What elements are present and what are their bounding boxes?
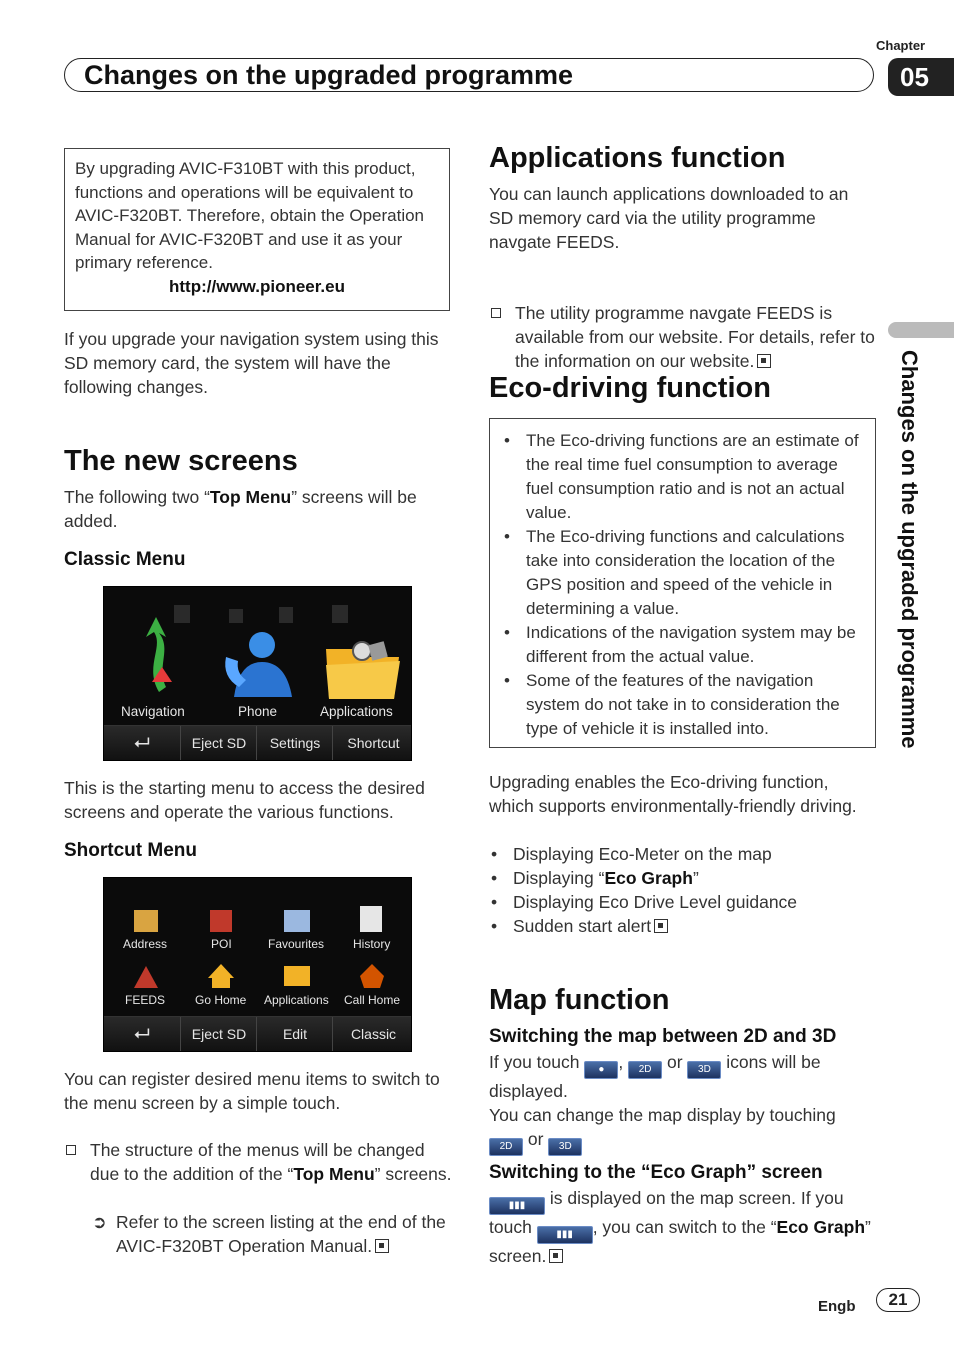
checkbox-bullet-icon [491, 308, 501, 318]
eco-feature-item: • Displaying “Eco Graph” [489, 866, 874, 890]
chapter-number: 05 [888, 58, 954, 96]
address-label[interactable]: Address [123, 937, 168, 951]
icon-3d-toggle[interactable]: 3D [548, 1138, 582, 1156]
eco-disclaimer-item: • Some of the features of the navigation system do not take in to consideration the type of vehicle it is installed into. [502, 669, 865, 741]
pioneer-url-link[interactable]: http://www.pioneer.eu [169, 276, 345, 296]
new-screens-paragraph: The following two “Top Menu” screens will be added. [64, 487, 417, 531]
classic-menu-heading: Classic Menu [64, 549, 186, 570]
applications-label[interactable]: Applications [320, 704, 393, 719]
shortcut-bottom-bar [104, 1016, 411, 1051]
end-mark-icon [654, 919, 668, 933]
settings-button[interactable]: Settings [256, 726, 333, 760]
page-number: 21 [876, 1288, 920, 1312]
side-title: Changes on the upgraded programme [897, 350, 922, 749]
eco-feature-item: • Displaying Eco Drive Level guidance [489, 890, 874, 914]
shortcut-button[interactable]: Shortcut [332, 726, 412, 760]
refer-note: ➲ Refer to the screen listing at the end of the AVIC-F320BT Operation Manual. [92, 1212, 446, 1256]
history-label[interactable]: History [353, 937, 391, 951]
eco-graph-paragraph: ▮▮▮ is displayed on the map screen. If you touch ▮▮▮ , you can switch to the “Eco Graph” screen. [489, 1188, 871, 1266]
phone-label[interactable]: Phone [238, 704, 278, 719]
structure-note: The structure of the menus will be changed due to the addition of the “Top Menu” screens. [64, 1138, 452, 1186]
address-icon [134, 910, 158, 932]
eco-feature-list [489, 842, 874, 938]
page-title: Changes on the upgraded programme [84, 60, 574, 90]
applications-folder-icon [326, 641, 400, 699]
footer-language: Engb [818, 1298, 856, 1315]
end-mark-icon [375, 1239, 389, 1253]
checkbox-bullet-icon [66, 1145, 76, 1155]
shortcut-menu-caption: You can register desired menu items to switch to the menu screen by a simple touch. [64, 1069, 440, 1113]
favourites-icon [284, 910, 310, 932]
icon-3d[interactable]: 3D [687, 1061, 721, 1079]
classic-button[interactable]: Classic [332, 1017, 412, 1051]
edit-button[interactable]: Edit [256, 1017, 333, 1051]
map-heading: Map function [489, 984, 670, 1016]
eco-feature-item: • Sudden start alert [489, 914, 874, 938]
applications-icon [284, 966, 310, 986]
applications-shortcut-label[interactable]: Applications [264, 993, 329, 1007]
intro-paragraph: If you upgrade your navigation system using this SD memory card, the system will have the following changes. [64, 329, 439, 397]
classic-menu-caption: This is the starting menu to access the desired screens and operate the various functions. [64, 778, 425, 822]
applications-paragraph: You can launch applications downloaded to an SD memory card via the utility programme navgate FEEDS. [489, 184, 849, 252]
icon-2d[interactable]: 2D [628, 1061, 662, 1079]
eco-paragraph: Upgrading enables the Eco-driving function, which supports environmentally-friendly driving. [489, 772, 857, 816]
icon-2d-toggle[interactable]: 2D [489, 1138, 523, 1156]
eco-graph-subheading: Switching to the “Eco Graph” screen [489, 1162, 823, 1183]
go-home-icon [208, 964, 234, 988]
upgrade-note-text: By upgrading AVIC-F310BT with this product, functions and operations will be equivalent to AVIC-F320BT. Therefore, obtain the Operation Manual for AVIC-F320BT and use it as your primary reference. [75, 159, 425, 272]
eco-disclaimer-item: • The Eco-driving functions are an estimate of the real time fuel consumption to average fuel consumption ratio and is not an actual value. [502, 429, 865, 525]
classic-bottom-bar [104, 725, 411, 760]
call-home-icon [360, 964, 384, 988]
back-icon[interactable]: ⮠ [134, 732, 150, 754]
navigation-label[interactable]: Navigation [121, 704, 185, 719]
eco-disclaimer-item: • The Eco-driving functions and calculations take into consideration the location of the GPS position and speed of the vehicle in determining a value. [502, 525, 865, 621]
shortcut-menu-heading: Shortcut Menu [64, 840, 197, 861]
eco-disclaimer-item: • Indications of the navigation system may be different from the actual value. [502, 621, 865, 669]
go-home-label[interactable]: Go Home [195, 993, 247, 1007]
eject-sd-button[interactable]: Eject SD [180, 1017, 257, 1051]
applications-note: The utility programme navgate FEEDS is available from our website. For details, refer to the information on our website. [489, 301, 880, 373]
shortcut-menu-screenshot [103, 877, 412, 1052]
eco-graph-icon[interactable]: ▮▮▮ [537, 1226, 593, 1244]
map-2d-3d-subheading: Switching the map between 2D and 3D [489, 1026, 837, 1047]
history-icon [360, 906, 382, 932]
end-mark-icon [757, 354, 771, 368]
classic-menu-screenshot [103, 586, 412, 761]
feeds-icon [134, 966, 158, 988]
eject-sd-button[interactable]: Eject SD [180, 726, 257, 760]
upgrade-note-box [64, 148, 450, 311]
eco-feature-item: • Displaying Eco-Meter on the map [489, 842, 874, 866]
eco-graph-icon[interactable]: ▮▮▮ [489, 1197, 545, 1215]
phone-person-icon [225, 632, 292, 697]
chapter-label: Chapter [876, 38, 926, 53]
call-home-label[interactable]: Call Home [344, 993, 401, 1007]
map-view-icon[interactable]: ● [584, 1061, 618, 1079]
arrow-bullet-icon: ➲ [92, 1212, 107, 1232]
eco-heading: Eco-driving function [489, 372, 771, 404]
map-2d-3d-paragraph: If you touch ● , 2D or 3D icons will be displayed. You can change the map display by touching 2D or 3D [489, 1050, 877, 1156]
back-icon[interactable]: ⮠ [134, 1023, 150, 1045]
side-tab-marker [888, 322, 954, 338]
eco-disclaimer-box [489, 418, 876, 748]
new-screens-heading: The new screens [64, 445, 298, 477]
end-mark-icon [549, 1249, 563, 1263]
applications-heading: Applications function [489, 142, 786, 174]
poi-icon [210, 910, 232, 932]
feeds-label[interactable]: FEEDS [125, 993, 166, 1007]
poi-label[interactable]: POI [211, 937, 232, 951]
favourites-label[interactable]: Favourites [268, 937, 325, 951]
